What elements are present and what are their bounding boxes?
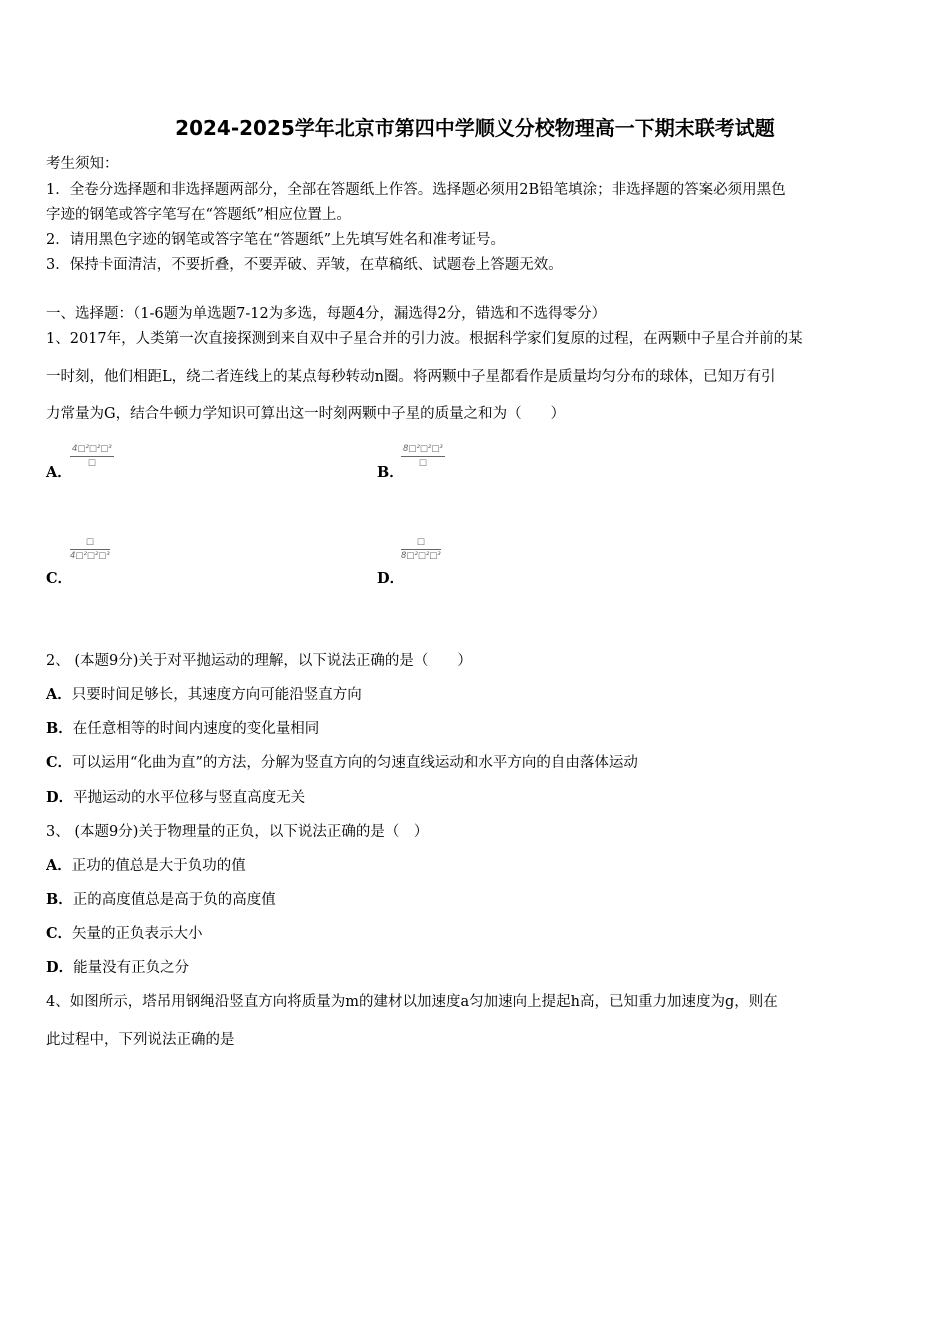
option-formula: 4□²□²□³ □ [72,444,112,468]
question-4-line: 此过程中，下列说法正确的是 [46,1032,235,1048]
exam-title: 2024-2025学年北京市第四中学顺义分校物理高一下期末联考试题 [175,116,775,140]
option-formula: □ 4□²□²□³ [70,537,110,561]
question-2-option: B．在任意相等的时间内速度的变化量相同 [46,720,320,737]
option-label: C． [46,570,73,587]
question-1-line: 一时刻，他们相距L，绕二者连线上的某点每秒转动n圈。将两颗中子星都看作是质量均匀分布的球体，已知万有引 [46,369,776,385]
option-label: B． [377,464,404,481]
option-formula: 8□²□²□³ □ [403,444,443,468]
notice-item: 字迹的钢笔或答字笔写在“答题纸”相应位置上。 [46,207,351,223]
question-2-option: D．平抛运动的水平位移与竖直高度无关 [46,789,306,806]
notice-heading: 考生须知： [46,156,119,172]
option-label: A． [46,464,72,481]
question-4-line: 4、如图所示，塔吊用钢绳沿竖直方向将质量为m的建材以加速度a匀加速向上提起h高，已知重力加速度为g，则在 [46,994,778,1010]
question-3-option: A．正功的值总是大于负功的值 [46,857,246,874]
question-2-option: C．可以运用“化曲为直”的方法，分解为竖直方向的匀速直线运动和水平方向的自由落体运动 [46,754,638,771]
question-3-option: D．能量没有正负之分 [46,959,190,976]
notice-item: 2．请用黑色字迹的钢笔或答字笔在“答题纸”上先填写姓名和准考证号。 [46,232,506,248]
question-3-stem: 3、 (本题9分)关于物理量的正负，以下说法正确的是（ ） [46,824,429,840]
notice-item: 1．全卷分选择题和非选择题两部分，全部在答题纸上作答。选择题必须用2B铅笔填涂；非选择题的答案必须用黑色 [46,182,786,198]
section-heading: 一、选择题：（1-6题为单选题7-12为多选，每题4分，漏选得2分，错选和不选得零分） [46,306,607,322]
option-formula: □ 8□²□²□³ [401,537,441,561]
question-2-option: A．只要时间足够长，其速度方向可能沿竖直方向 [46,686,362,703]
question-2-stem: 2、 (本题9分)关于对平抛运动的理解，以下说法正确的是（ ） [46,653,472,669]
question-1-line: 1、2017年，人类第一次直接探测到来自双中子星合并的引力波。根据科学家们复原的过程，在两颗中子星合并前的某 [46,331,803,347]
question-3-option: B．正的高度值总是高于负的高度值 [46,891,276,908]
notice-item: 3．保持卡面清洁，不要折叠，不要弄破、弄皱，在草稿纸、试题卷上答题无效。 [46,257,563,273]
option-label: D． [377,570,405,587]
question-1-line: 力常量为G，结合牛顿力学知识可算出这一时刻两颗中子星的质量之和为（ ） [46,406,566,422]
question-3-option: C．矢量的正负表示大小 [46,925,203,942]
